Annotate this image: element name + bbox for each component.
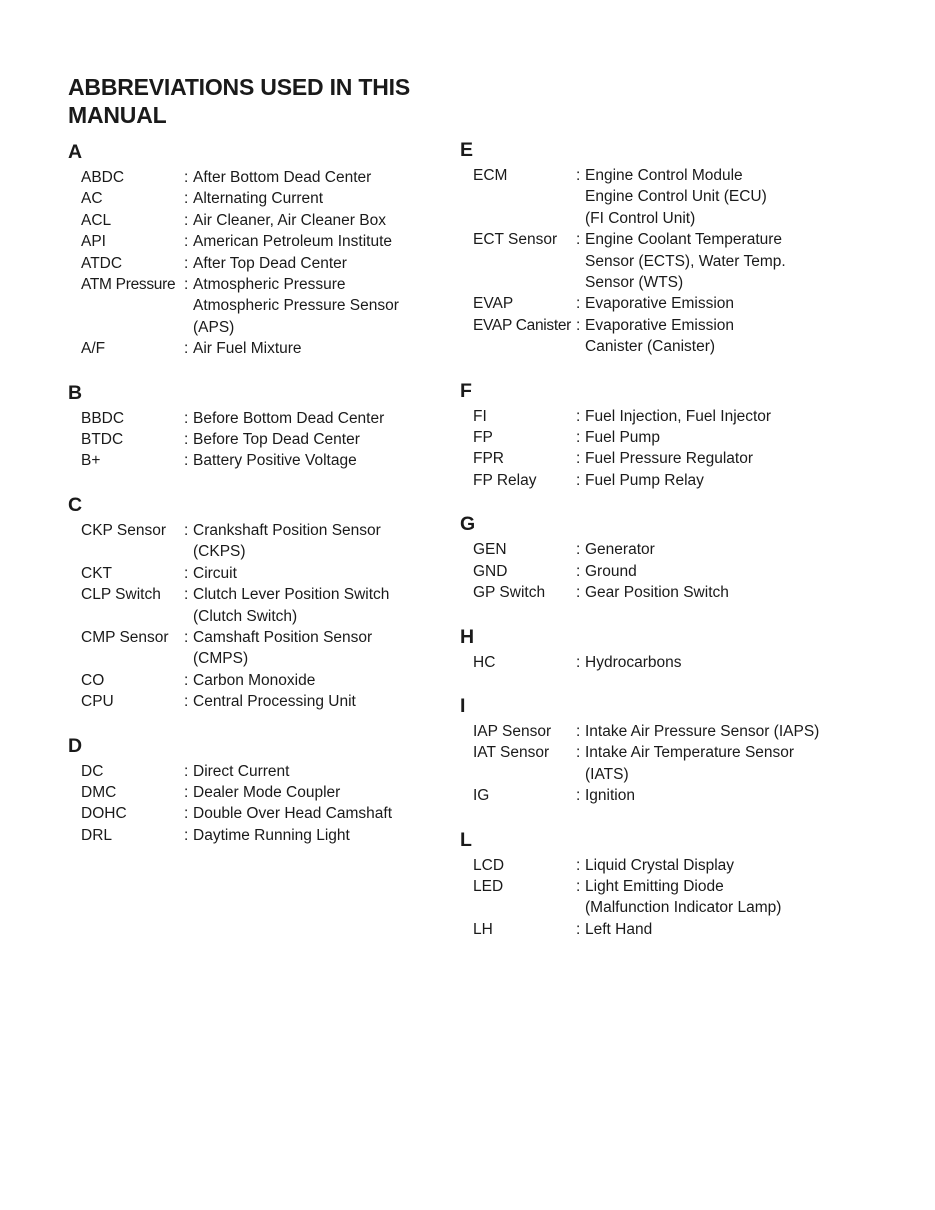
abbreviation-term: GND — [473, 562, 508, 580]
abbreviation-definition — [585, 229, 786, 293]
abbreviation-term: CMP Sensor — [81, 628, 169, 646]
separator-colon: : — [576, 856, 581, 874]
definition-line: Central Processing Unit — [193, 693, 356, 711]
section-letter: B — [68, 381, 83, 404]
abbreviation-term: A/F — [81, 340, 106, 358]
abbreviation-entry — [68, 670, 438, 691]
separator-colon: : — [184, 276, 189, 294]
abbreviation-entry — [68, 450, 438, 471]
abbreviation-definition — [585, 561, 637, 582]
definition-line: Sensor (WTS) — [585, 274, 684, 292]
definition-line: Liquid Crystal Display — [585, 856, 735, 874]
abbreviation-definition — [585, 785, 635, 806]
separator-colon: : — [184, 805, 189, 823]
definition-line: Before Top Dead Center — [193, 431, 360, 449]
abbreviation-term: DMC — [81, 783, 117, 801]
separator-colon: : — [184, 671, 189, 689]
definition-line: (APS) — [193, 318, 235, 336]
separator-colon: : — [576, 722, 581, 740]
section-letter: I — [460, 694, 466, 717]
abbreviation-entry — [460, 582, 900, 603]
abbreviation-term: ABDC — [81, 169, 125, 186]
separator-colon: : — [576, 471, 581, 489]
separator-colon: : — [576, 541, 581, 559]
abbreviation-entry — [68, 429, 438, 450]
abbreviation-term: ATM Pressure — [81, 276, 176, 294]
separator-colon: : — [576, 787, 581, 805]
abbreviation-entry — [68, 563, 438, 584]
definition-line: (Malfunction Indicator Lamp) — [585, 899, 782, 917]
section-spacer — [460, 604, 900, 624]
abbreviation-definition — [193, 167, 371, 188]
section-c — [68, 492, 438, 713]
section-g — [460, 511, 900, 603]
separator-colon: : — [184, 586, 189, 604]
abbreviation-term: LED — [473, 877, 504, 895]
abbreviation-entry — [68, 253, 438, 274]
abbreviation-definition — [585, 876, 781, 919]
separator-colon: : — [576, 450, 581, 468]
section-i — [460, 693, 900, 807]
definition-line: Ignition — [585, 787, 635, 805]
abbreviation-definition — [585, 427, 660, 448]
definition-line: Ground — [585, 562, 637, 580]
definition-line: Alternating Current — [193, 190, 324, 208]
abbreviation-term: EVAP Canister — [473, 316, 572, 334]
separator-colon: : — [184, 409, 189, 427]
abbreviation-definition — [193, 782, 340, 803]
definition-line: Generator — [585, 541, 655, 559]
abbreviation-term: IAP Sensor — [473, 722, 552, 740]
abbreviation-definition — [585, 919, 652, 940]
separator-colon: : — [184, 340, 189, 358]
abbreviation-definition — [585, 742, 794, 785]
section-letter: D — [68, 734, 83, 757]
abbreviation-definition — [585, 448, 753, 469]
definition-line: (CMPS) — [193, 650, 249, 668]
abbreviation-term: GEN — [473, 541, 507, 559]
separator-colon: : — [184, 190, 189, 208]
section-spacer — [68, 713, 438, 733]
abbreviation-definition — [585, 652, 682, 673]
abbreviation-entry — [460, 876, 900, 919]
section-spacer — [460, 673, 900, 693]
abbreviation-term: CKT — [81, 564, 112, 582]
section-letter: F — [460, 379, 472, 402]
abbreviation-definition — [193, 231, 392, 252]
separator-colon: : — [576, 877, 581, 895]
abbreviation-term: AC — [81, 190, 103, 208]
abbreviation-term: HC — [473, 653, 496, 671]
separator-colon: : — [576, 920, 581, 938]
abbreviation-entry — [460, 721, 900, 742]
definition-line: Before Bottom Dead Center — [193, 409, 385, 427]
section-h — [460, 624, 900, 673]
abbreviation-definition — [193, 670, 315, 691]
abbreviation-definition — [193, 627, 372, 670]
abbreviation-entry — [460, 652, 900, 673]
abbreviation-term: GP Switch — [473, 584, 546, 602]
abbreviation-entry — [68, 691, 438, 712]
definition-line: After Bottom Dead Center — [193, 169, 372, 186]
section-spacer — [68, 472, 438, 492]
abbreviation-entry — [68, 761, 438, 782]
section-d — [68, 733, 438, 847]
definition-line: Fuel Pressure Regulator — [585, 450, 753, 468]
definition-line: Clutch Lever Position Switch — [193, 586, 390, 604]
abbreviation-definition — [585, 406, 771, 427]
left-column — [68, 139, 438, 846]
separator-colon: : — [184, 211, 189, 229]
abbreviation-definition — [193, 520, 381, 563]
definition-line: Dealer Mode Coupler — [193, 783, 341, 801]
separator-colon: : — [184, 628, 189, 646]
separator-colon: : — [576, 407, 581, 425]
section-letter: E — [460, 139, 474, 161]
abbreviation-entry — [68, 338, 438, 359]
abbreviation-entry — [460, 229, 900, 293]
definition-line: (IATS) — [585, 765, 629, 783]
separator-colon: : — [576, 295, 581, 313]
separator-colon: : — [184, 233, 189, 251]
definition-line: Air Cleaner, Air Cleaner Box — [193, 211, 386, 229]
separator-colon: : — [184, 431, 189, 449]
abbreviation-entry — [460, 165, 900, 229]
abbreviation-entry — [68, 520, 438, 563]
page-title-line: ABBREVIATIONS USED IN THIS — [68, 74, 410, 100]
abbreviation-term: IG — [473, 787, 490, 805]
abbreviation-term: LH — [473, 920, 493, 938]
definition-line: Crankshaft Position Sensor — [193, 521, 381, 539]
separator-colon: : — [184, 783, 189, 801]
definition-line: (FI Control Unit) — [585, 209, 696, 227]
separator-colon: : — [576, 316, 581, 334]
section-e — [460, 137, 900, 358]
abbreviation-entry — [460, 742, 900, 785]
abbreviation-entry — [460, 427, 900, 448]
abbreviation-definition — [193, 188, 323, 209]
abbreviation-term: IAT Sensor — [473, 744, 550, 762]
definition-line: Atmospheric Pressure Sensor — [193, 297, 399, 315]
abbreviation-term: ECM — [473, 167, 508, 184]
abbreviation-definition — [193, 825, 350, 846]
abbreviation-definition — [585, 721, 819, 742]
abbreviation-entry — [68, 188, 438, 209]
definition-line: Circuit — [193, 564, 237, 582]
definition-line: Light Emitting Diode — [585, 877, 724, 895]
page-title — [68, 73, 468, 129]
abbreviation-entry — [460, 470, 900, 491]
definition-line: Battery Positive Voltage — [193, 452, 357, 470]
abbreviation-entry — [68, 584, 438, 627]
definition-line: Direct Current — [193, 762, 290, 780]
abbreviation-entry — [68, 231, 438, 252]
definition-line: Fuel Injection, Fuel Injector — [585, 407, 772, 425]
abbreviation-term: DRL — [81, 826, 113, 844]
abbreviation-definition — [193, 253, 347, 274]
page-title-line: MANUAL — [68, 102, 167, 128]
section-spacer — [460, 491, 900, 511]
abbreviation-entry — [460, 561, 900, 582]
abbreviation-term: CKP Sensor — [81, 521, 167, 539]
definition-line: After Top Dead Center — [193, 254, 347, 272]
definition-line: (Clutch Switch) — [193, 607, 298, 625]
abbreviation-entry — [460, 919, 900, 940]
abbreviation-term: B+ — [81, 452, 101, 470]
abbreviation-term: DOHC — [81, 805, 127, 823]
abbreviation-entry — [460, 855, 900, 876]
abbreviation-definition — [585, 293, 734, 314]
separator-colon: : — [576, 653, 581, 671]
abbreviation-entry — [68, 803, 438, 824]
abbreviation-definition — [193, 761, 289, 782]
abbreviation-term: CO — [81, 671, 105, 689]
section-spacer — [460, 807, 900, 827]
abbreviation-entry — [68, 408, 438, 429]
separator-colon: : — [576, 584, 581, 602]
abbreviation-term: ATDC — [81, 254, 123, 272]
abbreviation-term: CPU — [81, 693, 114, 711]
abbreviation-term: BTDC — [81, 431, 124, 449]
separator-colon: : — [184, 564, 189, 582]
abbreviation-entry — [68, 782, 438, 803]
abbreviation-term: FPR — [473, 450, 504, 468]
definition-line: Daytime Running Light — [193, 826, 350, 844]
definition-line: Double Over Head Camshaft — [193, 805, 393, 823]
definition-line: Engine Coolant Temperature — [585, 231, 783, 249]
abbreviation-entry — [68, 210, 438, 231]
abbreviation-definition — [193, 691, 356, 712]
definition-line: American Petroleum Institute — [193, 233, 393, 251]
separator-colon: : — [184, 762, 189, 780]
abbreviation-definition — [585, 315, 734, 358]
definition-line: Left Hand — [585, 920, 653, 938]
definition-line: Gear Position Switch — [585, 584, 729, 602]
abbreviation-term: EVAP — [473, 295, 514, 313]
abbreviation-definition — [193, 338, 302, 359]
definition-line: Fuel Pump — [585, 429, 660, 447]
section-letter: C — [68, 493, 83, 516]
definition-line: Atmospheric Pressure — [193, 276, 346, 294]
separator-colon: : — [576, 231, 581, 249]
section-letter: L — [460, 828, 472, 851]
abbreviation-definition — [193, 563, 237, 584]
abbreviation-definition — [585, 470, 704, 491]
section-spacer — [68, 360, 438, 380]
separator-colon: : — [184, 452, 189, 470]
section-spacer — [460, 358, 900, 378]
definition-line: Canister (Canister) — [585, 338, 716, 356]
section-f — [460, 378, 900, 492]
abbreviation-definition — [193, 803, 392, 824]
abbreviation-term: FP — [473, 429, 493, 447]
abbreviation-term: CLP Switch — [81, 586, 161, 604]
abbreviation-definition — [585, 165, 767, 229]
abbreviation-entry — [460, 406, 900, 427]
definition-line: Engine Control Unit (ECU) — [585, 188, 767, 206]
separator-colon: : — [184, 826, 189, 844]
definition-line: Fuel Pump Relay — [585, 471, 704, 489]
abbreviation-entry — [68, 167, 438, 188]
section-letter: G — [460, 513, 476, 536]
separator-colon: : — [576, 167, 581, 184]
abbreviation-definition — [585, 539, 655, 560]
separator-colon: : — [184, 254, 189, 272]
abbreviation-term: BBDC — [81, 409, 125, 427]
abbreviation-entry — [460, 448, 900, 469]
definition-line: Intake Air Pressure Sensor (IAPS) — [585, 722, 820, 740]
separator-colon: : — [184, 169, 189, 186]
abbreviation-term: API — [81, 233, 106, 251]
abbreviation-term: ACL — [81, 211, 112, 229]
section-letter: A — [68, 141, 83, 163]
abbreviation-definition — [193, 450, 357, 471]
abbreviation-entry — [460, 785, 900, 806]
definition-line: Camshaft Position Sensor — [193, 628, 373, 646]
separator-colon: : — [576, 429, 581, 447]
abbreviation-term: LCD — [473, 856, 505, 874]
abbreviation-entry — [460, 293, 900, 314]
abbreviation-entry — [68, 627, 438, 670]
abbreviation-definition — [193, 274, 399, 338]
section-letter: H — [460, 625, 475, 648]
definition-line: Sensor (ECTS), Water Temp. — [585, 252, 786, 270]
definition-line: Carbon Monoxide — [193, 671, 316, 689]
separator-colon: : — [576, 562, 581, 580]
definition-line: Intake Air Temperature Sensor — [585, 744, 795, 762]
separator-colon: : — [576, 744, 581, 762]
abbreviation-definition — [585, 582, 729, 603]
definition-line: (CKPS) — [193, 543, 246, 561]
abbreviation-term: ECT Sensor — [473, 231, 558, 249]
abbreviation-term: FP Relay — [473, 471, 537, 489]
definition-line: Engine Control Module — [585, 167, 743, 184]
abbreviation-definition — [585, 855, 734, 876]
abbreviation-entry — [460, 315, 900, 358]
section-a — [68, 139, 438, 360]
section-b — [68, 380, 438, 472]
abbreviation-definition — [193, 429, 360, 450]
abbreviation-term: DC — [81, 762, 104, 780]
abbreviation-entry — [68, 825, 438, 846]
abbreviation-term: FI — [473, 407, 487, 425]
definition-line: Air Fuel Mixture — [193, 340, 302, 358]
right-column — [460, 137, 900, 940]
separator-colon: : — [184, 521, 189, 539]
abbreviation-definition — [193, 408, 384, 429]
definition-line: Evaporative Emission — [585, 316, 735, 334]
definition-line: Evaporative Emission — [585, 295, 735, 313]
separator-colon: : — [184, 693, 189, 711]
section-l — [460, 827, 900, 941]
abbreviation-entry — [460, 539, 900, 560]
definition-line: Hydrocarbons — [585, 653, 682, 671]
abbreviation-entry — [68, 274, 438, 338]
abbreviation-definition — [193, 210, 386, 231]
abbreviation-definition — [193, 584, 389, 627]
